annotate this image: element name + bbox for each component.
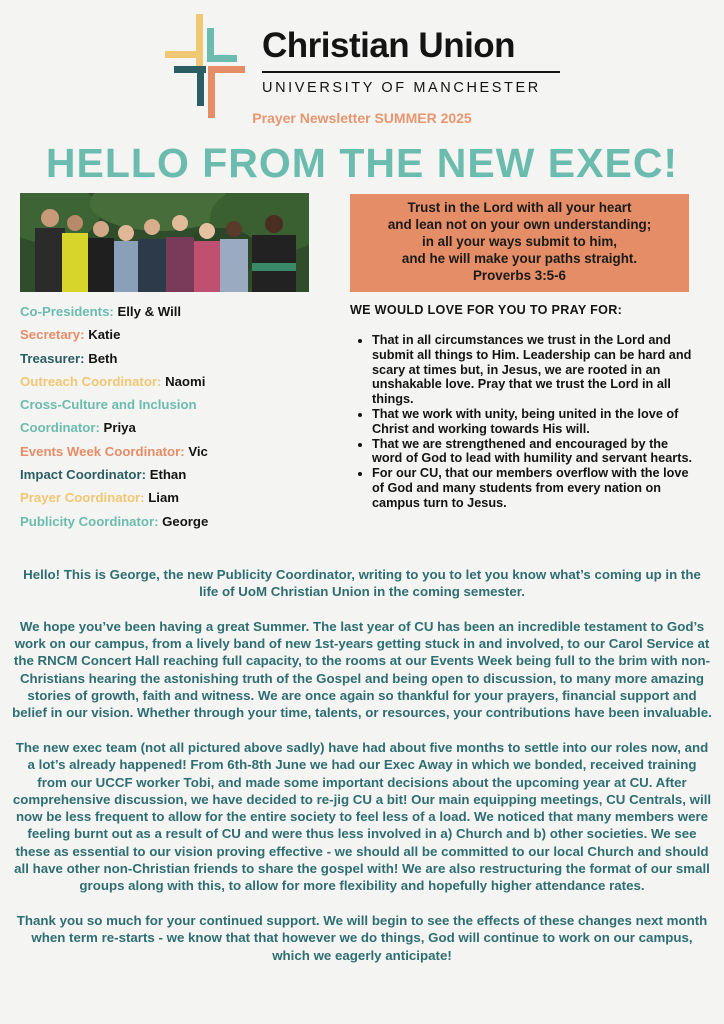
- prayer-item: • That in all circumstances we trust in the Lord and submit all things to Him. Leadership can be hard and scary at times but, in Jesus, we are rooted in an unshakable love. Pray that we trust the Lord in all things.: [372, 333, 695, 407]
- body-paragraph: We hope you’ve been having a great Summer. The last year of CU has been an incredible testament to God’s work on our campus, from a lively band of new 1st-years getting stuck in and involved, to our Carol Service at the RNCM Concert Hall reaching full capacity, to the rooms at our Events Week being full to the brim with non-Christians hearing the astonishing truth of the Gospel and being open to discussion, to many more amazing stories of growth, faith and witness. We are once again so thankful for your prayers, financial support and belief in our vision. Whether through your time, talents, or resources, your contributions have been invaluable.: [12, 618, 712, 721]
- exec-role: Outreach Coordinator:: [20, 373, 162, 389]
- exec-name: Elly & Will: [117, 304, 182, 319]
- prayer-item: • That we work with unity, being united in the love of Christ and working towards His will.: [372, 407, 695, 437]
- exec-name: Liam: [148, 490, 180, 506]
- exec-role: Events Week Coordinator:: [20, 443, 185, 459]
- exec-role: Coordinator:: [20, 420, 100, 436]
- christian-union-cross-logo: [165, 14, 247, 118]
- exec-row: [20, 510, 340, 533]
- verse-line: in all your ways submit to him,: [422, 234, 617, 249]
- verse-line: Trust in the Lord with all your heart: [407, 200, 632, 215]
- exec-role: Prayer Coordinator:: [20, 490, 145, 506]
- bible-verse-box: [350, 194, 689, 292]
- exec-row: [20, 347, 340, 370]
- verse-line: and he will make your paths straight.: [401, 251, 638, 266]
- newsletter-title: Prayer Newsletter SUMMER 2025: [252, 110, 472, 126]
- exec-role: Secretary:: [20, 327, 85, 343]
- exec-name: Katie: [88, 327, 121, 343]
- exec-name: Vic: [188, 443, 208, 459]
- exec-name: Beth: [88, 350, 118, 366]
- exec-name: Priya: [103, 420, 136, 436]
- exec-row: [20, 370, 340, 393]
- prayer-item: • That we are strengthened and encouraged by the word of God to lead with humility and servant hearts.: [372, 437, 695, 467]
- exec-row: [20, 393, 340, 416]
- exec-name: Naomi: [165, 373, 206, 389]
- verse-line: and lean not on your own understanding;: [387, 217, 652, 232]
- exec-row: [20, 416, 340, 439]
- exec-name: Ethan: [149, 467, 187, 483]
- exec-row: [20, 463, 340, 486]
- body-paragraph: Hello! This is George, the new Publicity Coordinator, writing to you to let you know what’s coming up in the life of UoM Christian Union in the coming semester.: [23, 567, 701, 600]
- exec-role: Treasurer:: [20, 350, 85, 366]
- exec-row: [20, 323, 340, 346]
- body-paragraph: The new exec team (not all pictured above sadly) have had about five months to settle into our roles now, and a lot’s already happened! From 6th-8th June we had our Exec Away in which we bonded, received training from our UCCF worker Tobi, and made some important decisions about the upcoming year at CU. After comprehensive discussion, we have decided to re-jig CU a bit! Our main equipping meetings, CU Centrals, will now be less frequent to allow for the entire society to feel less of a load. We noticed that many members were feeling burnt out as a result of CU and were thus less involved in a) Church and b) other societies. We see these as essential to our vision proving effective - we should all be committed to our local Church and should all have other non-Christian friends to share the gospel with! We are also restructuring the format of our small groups along with this, to allow for more flexibility and hopefully higher attendance rates.: [12, 739, 712, 894]
- verse-reference: Proverbs 3:5-6: [472, 268, 567, 283]
- org-name: Christian Union: [262, 26, 516, 65]
- newsletter-body: [12, 566, 712, 981]
- exec-role: Cross-Culture and Inclusion: [20, 397, 197, 413]
- prayer-heading: WE WOULD LOVE FOR YOU TO PRAY FOR:: [350, 303, 623, 317]
- exec-role: Impact Coordinator:: [20, 467, 147, 483]
- exec-row: [20, 486, 340, 509]
- org-divider: [262, 71, 560, 73]
- prayer-item: • For our CU, that our members overflow with the love of God and many students from every nation on campus turn to Jesus.: [372, 466, 695, 510]
- body-paragraph: Thank you so much for your continued support. We will begin to see the effects of these changes next month when term re-starts - we know that that however we do things, God will continue to work on our campus, which we eagerly anticipate!: [16, 912, 708, 963]
- exec-name: George: [162, 513, 209, 529]
- prayer-list: [350, 333, 695, 511]
- exec-row: [20, 440, 340, 463]
- org-subtitle: UNIVERSITY OF MANCHESTER: [262, 80, 541, 96]
- exec-row: [20, 300, 340, 323]
- exec-role: Publicity Coordinator:: [20, 513, 159, 529]
- headline: HELLO FROM THE NEW EXEC!: [45, 140, 679, 186]
- exec-role: Co-Presidents:: [20, 304, 114, 319]
- exec-list: [20, 300, 340, 533]
- exec-group-photo: [20, 193, 309, 292]
